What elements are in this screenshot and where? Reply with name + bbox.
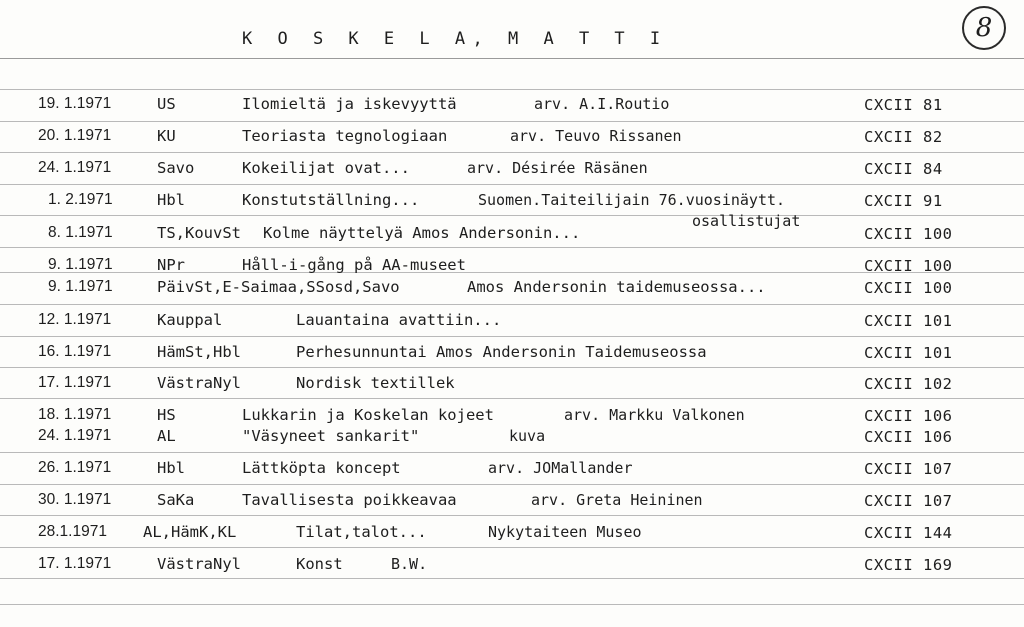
entry-ref: CXCII 100 [864, 279, 953, 297]
entry-note: arv. Désirée Räsänen [467, 159, 648, 177]
entry-title: Perhesunnuntai Amos Andersonin Taidemuseossa [296, 343, 707, 361]
entry-source: NPr [157, 256, 185, 274]
entry-note: arv. Greta Heininen [531, 491, 703, 509]
entry-title: Teoriasta tegnologiaan [242, 127, 448, 145]
entry-title: Amos Andersonin taidemuseossa... [467, 278, 766, 296]
entry-ref: CXCII 106 [864, 428, 953, 446]
entry-note: B.W. [391, 555, 428, 573]
rule-line [0, 247, 1024, 248]
rule-line [0, 58, 1024, 59]
entry-title: Ilomieltä ja iskevyyttä [242, 95, 457, 113]
entry-date: 30. 1.1971 [38, 491, 112, 508]
entry-note: arv. A.I.Routio [534, 95, 670, 113]
entry-note: osallistujat [692, 212, 801, 230]
entry-source: PäivSt,E-Saimaa,SSosd,Savo [157, 278, 400, 296]
rule-line [0, 515, 1024, 516]
card-title: K O S K E L A, M A T T I [242, 29, 668, 49]
entry-title: Tavallisesta poikkeavaa [242, 491, 457, 509]
entry-date: 24. 1.1971 [38, 427, 112, 444]
entry-note: arv. Markku Valkonen [564, 406, 745, 424]
entry-source: AL [157, 427, 176, 445]
entry-date: 8. 1.1971 [48, 224, 113, 241]
rule-line [0, 304, 1024, 305]
entry-date: 19. 1.1971 [38, 95, 112, 112]
entry-date: 24. 1.1971 [38, 159, 112, 176]
entry-source: KU [157, 127, 176, 145]
entry-date: 18. 1.1971 [38, 406, 112, 423]
rule-line [0, 398, 1024, 399]
entry-note: arv. Teuvo Rissanen [510, 127, 682, 145]
entry-source: HS [157, 406, 176, 424]
entry-title: Konst [296, 555, 343, 573]
entry-date: 1. 2.1971 [48, 191, 113, 208]
entry-ref: CXCII 102 [864, 375, 953, 393]
entry-ref: CXCII 100 [864, 257, 953, 275]
entry-title: "Väsyneet sankarit" [242, 427, 420, 445]
entry-note: Suomen.Taiteilijain 76.vuosinäytt. [478, 191, 786, 209]
rule-line [0, 547, 1024, 548]
entry-ref: CXCII 101 [864, 312, 953, 330]
entry-source: Savo [157, 159, 195, 177]
entry-source: Hbl [157, 459, 185, 477]
entry-date: 9. 1.1971 [48, 256, 113, 273]
rule-line [0, 152, 1024, 153]
entry-ref: CXCII 107 [864, 460, 953, 478]
entry-title: Tilat,talot... [296, 523, 427, 541]
rule-line [0, 89, 1024, 90]
entry-ref: CXCII 101 [864, 344, 953, 362]
rule-line [0, 184, 1024, 185]
entry-date: 20. 1.1971 [38, 127, 112, 144]
entry-title: Konstutställning... [242, 191, 420, 209]
entry-title: Håll-i-gång på AA-museet [242, 256, 466, 274]
rule-line [0, 121, 1024, 122]
entry-date: 16. 1.1971 [38, 343, 112, 360]
entry-ref: CXCII 169 [864, 556, 953, 574]
entry-ref: CXCII 144 [864, 524, 953, 542]
entry-date: 17. 1.1971 [38, 555, 112, 572]
rule-line [0, 452, 1024, 453]
entry-ref: CXCII 91 [864, 192, 943, 210]
entry-ref: CXCII 100 [864, 225, 953, 243]
entry-title: Lukkarin ja Koskelan kojeet [242, 406, 494, 424]
rule-line [0, 604, 1024, 605]
entry-note: Nykytaiteen Museo [488, 523, 642, 541]
entry-source: VästraNyl [157, 555, 241, 573]
entry-source: Hbl [157, 191, 185, 209]
entry-ref: CXCII 81 [864, 96, 943, 114]
entry-note: arv. JOMallander [488, 459, 633, 477]
rule-line [0, 484, 1024, 485]
entry-date: 12. 1.1971 [38, 311, 112, 328]
entry-ref: CXCII 106 [864, 407, 953, 425]
entry-title: Kolme näyttelyä Amos Andersonin... [263, 224, 581, 242]
entry-source: HämSt,Hbl [157, 343, 241, 361]
entry-source: TS,KouvSt [157, 224, 241, 242]
entry-title: Lättköpta koncept [242, 459, 401, 477]
entry-title: Lauantaina avattiin... [296, 311, 502, 329]
rule-line [0, 336, 1024, 337]
entry-source: AL,HämK,KL [143, 523, 237, 541]
entry-title: Kokeilijat ovat... [242, 159, 410, 177]
entry-title: Nordisk textillek [296, 374, 455, 392]
entry-source: US [157, 95, 176, 113]
card-number-badge: 8 [962, 6, 1006, 50]
entry-source: VästraNyl [157, 374, 241, 392]
entry-date: 9. 1.1971 [48, 278, 113, 295]
entry-date: 17. 1.1971 [38, 374, 112, 391]
rule-line [0, 367, 1024, 368]
entry-ref: CXCII 107 [864, 492, 953, 510]
entry-note: kuva [509, 427, 546, 445]
rule-line [0, 578, 1024, 579]
entry-ref: CXCII 82 [864, 128, 943, 146]
entry-date: 28.1.1971 [38, 523, 107, 540]
entry-date: 26. 1.1971 [38, 459, 112, 476]
entry-source: Kauppal [157, 311, 223, 329]
rule-line [0, 215, 1024, 216]
entry-ref: CXCII 84 [864, 160, 943, 178]
entry-source: SaKa [157, 491, 195, 509]
